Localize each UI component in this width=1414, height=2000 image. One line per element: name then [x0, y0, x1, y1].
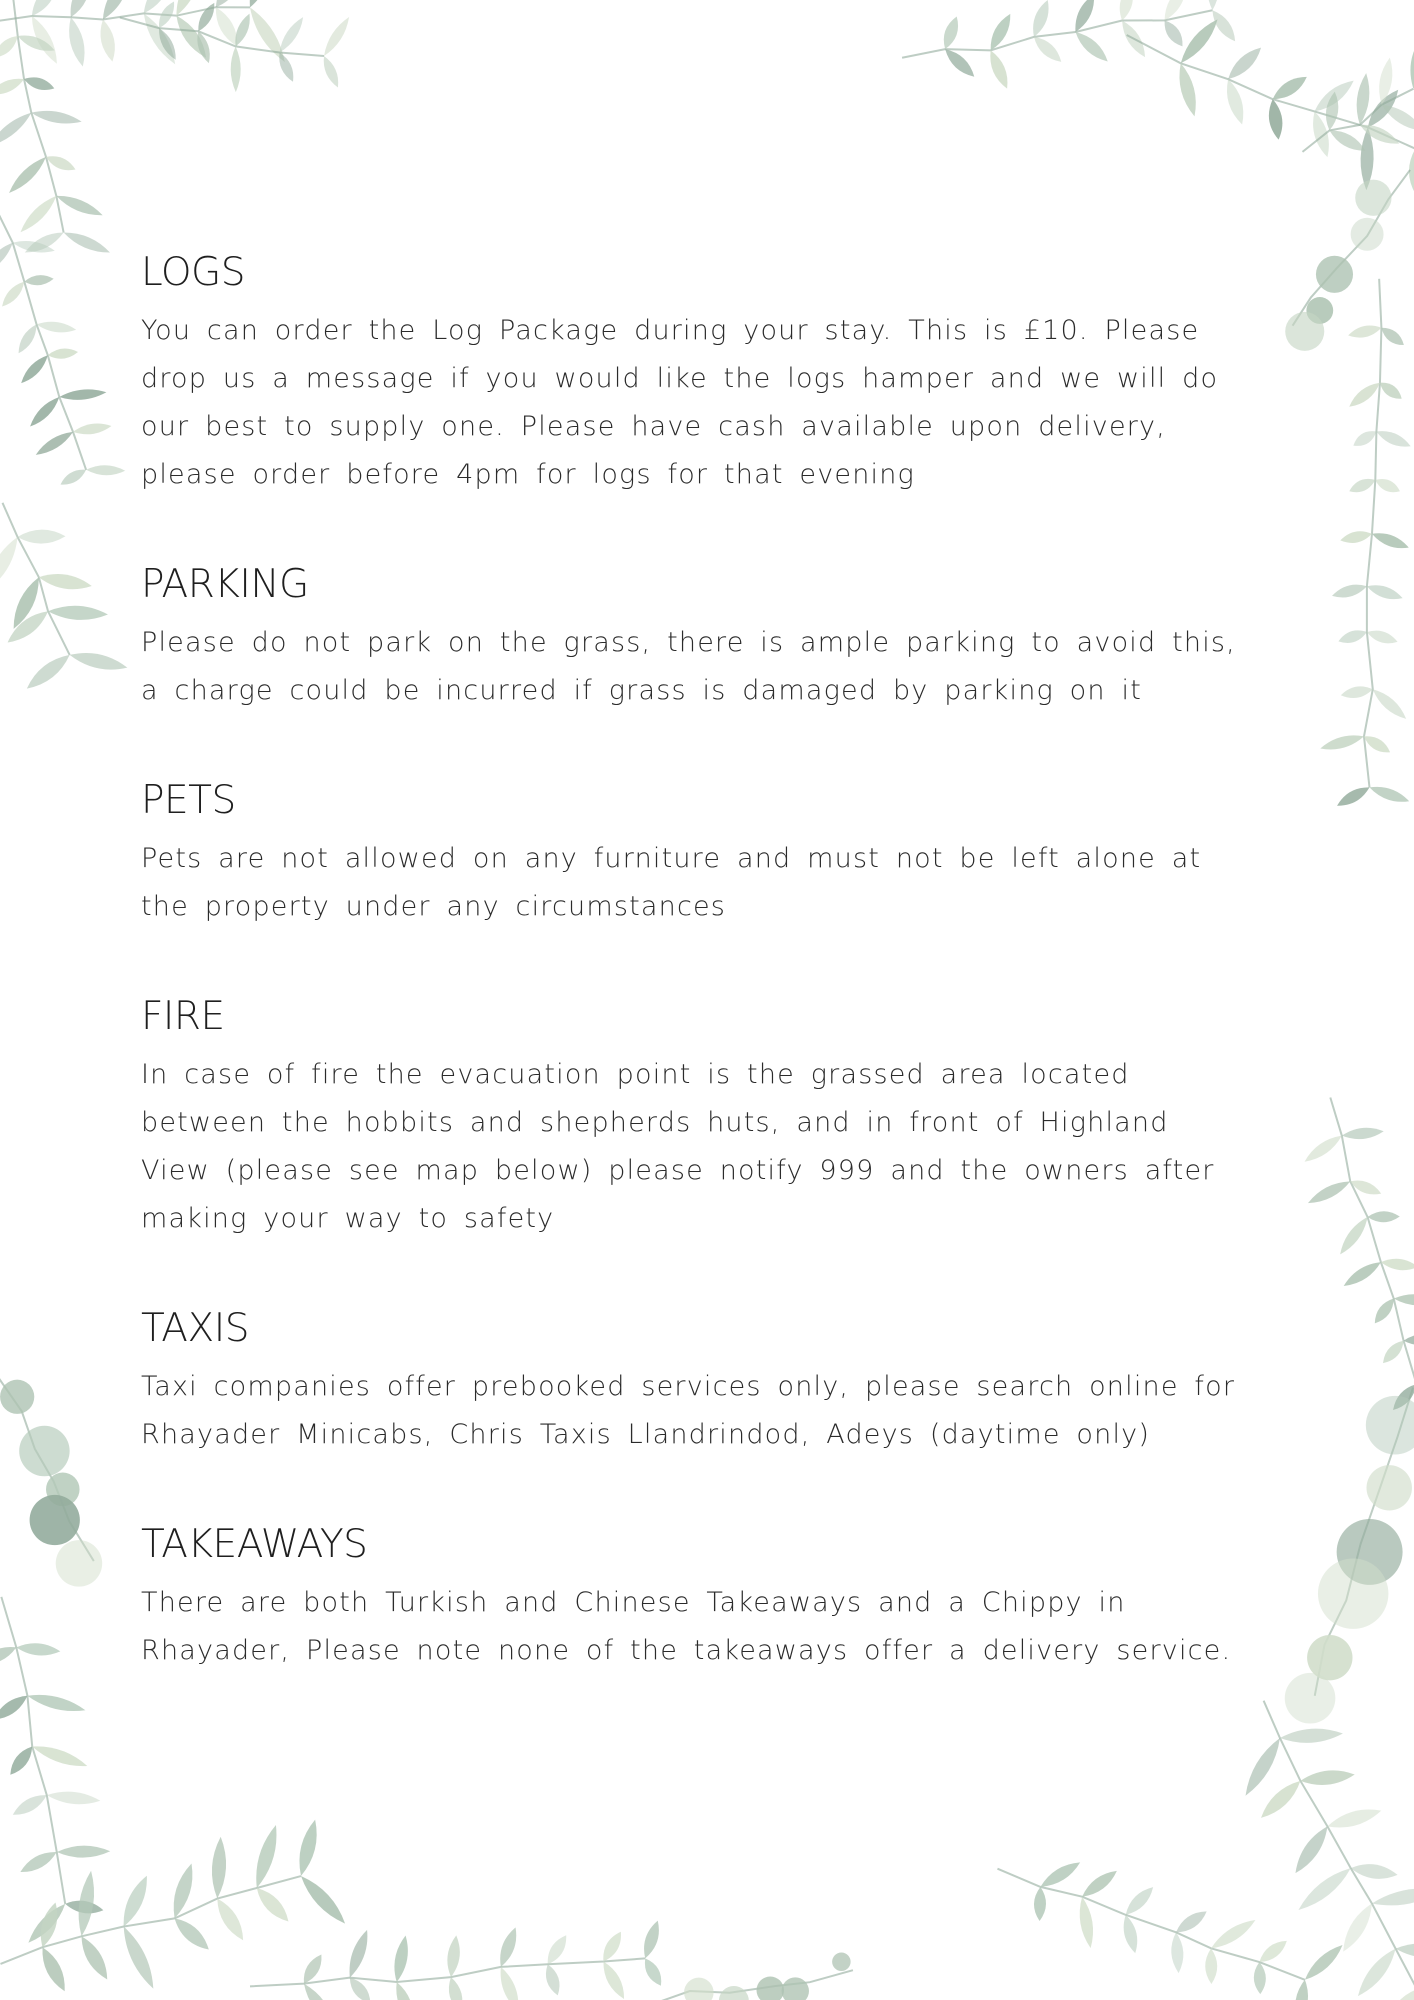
leaf-stem	[3, 503, 70, 655]
leaf-shape	[1224, 43, 1266, 84]
leaf-stem	[1330, 1097, 1414, 1384]
leaf-shape	[30, 1741, 89, 1772]
leaf-shape	[345, 1974, 375, 2000]
leaf-shape	[941, 45, 978, 81]
leaf-stem	[1264, 1701, 1414, 1989]
leaf-shape	[61, 227, 112, 257]
leaf-shape	[14, 322, 40, 356]
leaf-shape	[1174, 62, 1200, 118]
leaf-shape	[48, 604, 109, 621]
round-leaf-shape	[0, 1380, 34, 1414]
leaf-shape	[1370, 1295, 1398, 1326]
section-takeaways	[141, 1517, 1253, 1675]
leaf-shape	[72, 421, 112, 437]
leaf-shape	[1206, 0, 1220, 10]
leaf-shape	[24, 274, 54, 287]
leaf-shape	[1173, 1906, 1210, 1937]
leaf-shape	[33, 428, 75, 459]
leaf-shape	[1348, 1176, 1383, 1198]
leaf-shape	[26, 13, 63, 67]
leaf-shape	[38, 570, 93, 593]
leaf-shape	[985, 11, 1015, 53]
leaf-shape	[22, 74, 55, 94]
leaf-shape	[1120, 1913, 1141, 1954]
section-parking	[141, 557, 1253, 715]
leaf-shape	[194, 0, 219, 33]
section-fire	[141, 989, 1253, 1243]
leaf-shape	[244, 0, 276, 10]
leaf-shape	[97, 0, 134, 23]
leaf-shape	[17, 1847, 59, 1878]
leaf-shape	[68, 648, 129, 674]
leaf-shape	[1350, 427, 1379, 451]
leaf-stem	[902, 10, 1212, 57]
leaf-shape	[76, 1933, 114, 1983]
section-taxis	[141, 1301, 1253, 1459]
leaf-shape	[64, 1898, 104, 1916]
leaf-shape	[1222, 77, 1248, 126]
leaf-shape	[18, 352, 52, 387]
leaf-shape	[252, 1883, 294, 1926]
leaf-shape	[1368, 782, 1411, 806]
round-leaf-shape	[1366, 1396, 1414, 1455]
leaf-shape	[17, 529, 65, 544]
leaf-shape	[299, 1951, 327, 1986]
leaf-shape	[1350, 1861, 1399, 1882]
leaf-shape	[1319, 731, 1366, 754]
leaf-shape	[17, 192, 61, 236]
leaf-shape	[1347, 475, 1377, 496]
leaf-shape	[16, 1641, 61, 1657]
round-leaf-shape	[719, 1986, 749, 2000]
leaf-shape	[1324, 91, 1341, 131]
section-pets	[141, 773, 1253, 931]
round-leaf-shape	[1351, 218, 1384, 251]
leaf-shape	[1367, 1211, 1399, 1222]
leaf-shape	[7, 574, 45, 632]
leaf-shape	[1378, 100, 1414, 137]
leaf-shape	[171, 0, 207, 18]
leaf-shape	[44, 152, 78, 175]
leaf-shape	[1354, 72, 1372, 125]
leaf-shape	[320, 14, 354, 58]
leaf-stem	[1293, 170, 1411, 326]
leaf-shape	[1389, 1380, 1414, 1413]
leaf-stem	[1, 1597, 65, 1904]
leaf-shape	[1337, 1900, 1378, 1955]
section-heading-parking: PARKING	[141, 562, 309, 607]
leaf-shape	[1377, 378, 1405, 403]
leaf-shape	[985, 48, 1012, 91]
leaf-shape	[495, 1925, 521, 1969]
leaf-stem	[1315, 1388, 1413, 1696]
leaf-shape	[1311, 75, 1358, 116]
leaf-shape	[1380, 1257, 1414, 1273]
leaf-shape	[542, 1962, 563, 1997]
leaf-shape	[1374, 426, 1413, 451]
leaf-shape	[1378, 323, 1407, 349]
leaf-shape	[168, 1861, 198, 1920]
leaf-shape	[46, 1789, 101, 1807]
leaf-shape	[1301, 1131, 1345, 1166]
leaf-shape	[1034, 1887, 1047, 1921]
leaf-shape	[1410, 84, 1414, 121]
leaf-shape	[1357, 119, 1401, 148]
leaf-shape	[1339, 528, 1373, 545]
leaf-shape	[58, 465, 89, 488]
leaf-shape	[1159, 0, 1191, 23]
leaf-shape	[1117, 17, 1150, 60]
leaf-shape	[1308, 110, 1333, 159]
leaf-shape	[0, 108, 35, 150]
leaf-stem	[0, 208, 86, 470]
leaf-shape	[1341, 1258, 1384, 1291]
leaf-shape	[3, 606, 52, 648]
leaf-shape	[194, 30, 214, 65]
leaf-shape	[1294, 1863, 1355, 1916]
leaf-shape	[1079, 1866, 1121, 1901]
leaf-shape	[36, 319, 77, 334]
leaf-shape	[1369, 685, 1410, 723]
leaf-shape	[5, 153, 50, 197]
leaf-shape	[0, 1691, 31, 1725]
leaf-shape	[6, 1743, 37, 1779]
section-heading-logs: LOGS	[141, 250, 246, 295]
section-heading-taxis: TAXIS	[141, 1306, 249, 1351]
leaf-stem	[1127, 35, 1414, 149]
leaf-shape	[250, 1823, 283, 1890]
leaf-shape	[210, 1836, 227, 1899]
section-heading-takeaways: TAKEAWAYS	[141, 1522, 368, 1567]
section-heading-fire: FIRE	[141, 994, 225, 1039]
leaf-shape	[1331, 581, 1369, 601]
leaf-stem	[0, 7, 250, 20]
leaf-shape	[543, 1932, 572, 1967]
round-leaf-shape	[1318, 1558, 1388, 1628]
round-leaf-shape	[19, 1426, 69, 1476]
leaf-shape	[245, 4, 291, 66]
leaf-stem	[997, 1869, 1304, 1980]
leaf-shape	[391, 1934, 412, 1983]
leaf-shape	[1346, 378, 1384, 411]
leaf-stem	[0, 1876, 300, 1964]
leaf-shape	[59, 387, 107, 402]
leaf-shape	[1300, 1768, 1356, 1788]
round-leaf-shape	[1337, 1519, 1403, 1585]
leaf-shape	[598, 1929, 626, 1965]
leaf-shape	[12, 238, 56, 256]
leaf-shape	[155, 0, 179, 31]
leaf-shape	[344, 1928, 373, 1980]
leaf-stem	[0, 1374, 94, 1561]
leaf-shape	[1208, 7, 1240, 45]
leaf-shape	[1326, 125, 1368, 156]
leaf-shape	[391, 1980, 418, 2000]
leaf-shape	[30, 107, 82, 127]
section-body-fire: In case of fire the evacuation point is the grassed area located between the hobbits and shepherds huts, and in front of Highland View (please see map below) please notify 999 and the owners after making your way to safety	[141, 1059, 1215, 1234]
round-leaf-shape	[782, 1977, 809, 2000]
round-leaf-shape	[1316, 256, 1353, 293]
leaf-shape	[1301, 1941, 1347, 1985]
leaf-shape	[1037, 1857, 1083, 1892]
leaf-shape	[1407, 38, 1414, 90]
leaf-shape	[97, 18, 119, 63]
leaf-shape	[65, 0, 95, 20]
leaf-shape	[1292, 1979, 1310, 2000]
leaf-shape	[16, 31, 57, 56]
round-leaf-shape	[1285, 312, 1324, 351]
section-body-takeaways: There are both Turkish and Chinese Takeaways and a Chippy in Rhayader, Please note none of the takeaways offer a delivery service.	[141, 1587, 1232, 1666]
leaf-shape	[1205, 1948, 1217, 1984]
round-leaf-shape	[1306, 297, 1333, 324]
leaf-shape	[27, 0, 63, 20]
leaf-shape	[1360, 127, 1374, 190]
leaf-shape	[1240, 1734, 1286, 1799]
leaf-shape	[1395, 1942, 1414, 1960]
leaf-shape	[0, 278, 28, 310]
leaf-shape	[0, 74, 26, 99]
section-body-taxis: Taxi companies offer prebooked services only, please search online for Rhayader Minicabs, Chris Taxis Llandrindod, Adeys (daytime only)	[141, 1371, 1236, 1450]
leaf-shape	[231, 12, 254, 49]
leaf-shape	[36, 1944, 71, 1994]
leaf-shape	[171, 12, 211, 62]
leaf-shape	[1340, 684, 1374, 701]
leaf-shape	[1325, 1804, 1383, 1833]
leaf-shape	[1121, 1883, 1157, 1919]
leaf-shape	[138, 10, 180, 68]
leaf-stem	[1364, 279, 1381, 788]
leaf-shape	[1030, 32, 1065, 66]
leaf-shape	[117, 1924, 159, 1992]
leaf-shape	[24, 1900, 70, 1947]
leaf-shape	[211, 0, 246, 11]
leaf-shape	[299, 1980, 340, 2000]
leaf-shape	[27, 393, 63, 430]
leaf-shape	[1070, 0, 1099, 35]
section-body-pets: Pets are not allowed on any furniture and must not be left alone at the property under any circumstances	[141, 843, 1202, 922]
leaf-shape	[0, 239, 16, 277]
leaf-shape	[640, 1955, 666, 1988]
leaf-shape	[1370, 529, 1411, 553]
leaf-shape	[1266, 98, 1285, 140]
leaf-shape	[939, 14, 962, 51]
leaf-shape	[275, 50, 298, 83]
leaf-shape	[86, 465, 125, 476]
leaf-shape	[0, 533, 24, 594]
leaf-shape	[0, 1642, 19, 1669]
leaf-stem	[13, 0, 63, 232]
leaf-shape	[47, 347, 78, 360]
leaf-shape	[1334, 783, 1372, 811]
round-leaf-shape	[30, 1495, 80, 1545]
leaf-shape	[170, 1913, 214, 1955]
leaf-stem	[652, 1970, 853, 2000]
section-body-logs: You can order the Log Package during your stay. This is £10. Please drop us a message if you would like the logs hamper and we will do our best to supply one. Please have cash available upon delivery, please order before 4pm for logs for that evening	[141, 315, 1219, 490]
round-leaf-shape	[1285, 1673, 1336, 1724]
leaf-shape	[1373, 475, 1402, 496]
leaf-shape	[1341, 1126, 1384, 1141]
leaf-shape	[138, 0, 176, 17]
leaf-stem	[1302, 89, 1413, 152]
leaf-shape	[1279, 1727, 1343, 1745]
section-logs	[141, 245, 1253, 499]
house-info-content	[141, 245, 1253, 1733]
leaf-shape	[155, 26, 181, 62]
leaf-shape	[36, 1901, 62, 1950]
leaf-shape	[1361, 732, 1393, 757]
leaf-shape	[10, 1790, 50, 1820]
leaf-shape	[1352, 1944, 1401, 2000]
leaf-shape	[294, 1818, 322, 1878]
leaf-shape	[1253, 1962, 1266, 1994]
leaf-shape	[1256, 1776, 1305, 1823]
round-leaf-shape	[757, 1977, 785, 2000]
round-leaf-shape	[1366, 1465, 1411, 1510]
leaf-shape	[1028, 0, 1053, 39]
leaf-shape	[1305, 1176, 1352, 1208]
leaf-shape	[1347, 322, 1383, 340]
leaf-shape	[296, 1871, 350, 1928]
leaf-shape	[1176, 15, 1223, 67]
leaf-shape	[57, 1845, 111, 1858]
leaf-shape	[211, 1895, 249, 1944]
leaf-shape	[1170, 1932, 1185, 1974]
leaf-stem	[120, 18, 324, 57]
leaf-shape	[1379, 1337, 1408, 1367]
leaf-shape	[1376, 57, 1396, 106]
leaf-shape	[1076, 1896, 1096, 1949]
round-leaf-shape	[832, 1953, 851, 1972]
leaf-shape	[26, 1690, 87, 1716]
round-leaf-shape	[56, 1540, 102, 1586]
leaf-shape	[1365, 627, 1399, 647]
section-body-parking: Please do not park on the grass, there is ample parking to avoid this, a charge could be incurred if grass is damaged by parking on it	[141, 627, 1236, 706]
leaf-shape	[1363, 86, 1404, 132]
leaf-shape	[1365, 581, 1404, 603]
leaf-shape	[231, 46, 241, 92]
leaf-shape	[1381, 1985, 1414, 2000]
leaf-shape	[65, 16, 90, 68]
leaf-shape	[1336, 1214, 1372, 1258]
leaf-shape	[22, 649, 74, 694]
leaf-shape	[1403, 1333, 1414, 1346]
leaf-shape	[319, 54, 342, 90]
leaf-shape	[1256, 1936, 1291, 1967]
round-leaf-shape	[1307, 1635, 1352, 1680]
leaf-shape	[1337, 627, 1369, 647]
leaf-shape	[598, 1959, 629, 2000]
leaf-shape	[1393, 1293, 1414, 1306]
leaf-shape	[117, 1873, 153, 1930]
leaf-stem	[250, 1958, 645, 1986]
leaf-shape	[210, 4, 243, 49]
leaf-shape	[75, 1870, 98, 1938]
leaf-shape	[275, 14, 307, 55]
leaf-shape	[0, 32, 21, 62]
leaf-shape	[1071, 28, 1111, 66]
leaf-shape	[445, 1935, 462, 1978]
round-leaf-shape	[46, 1473, 80, 1507]
section-heading-pets: PETS	[141, 778, 236, 823]
leaf-shape	[1371, 1884, 1414, 1911]
leaf-shape	[1409, 149, 1414, 195]
leaf-shape	[1290, 1822, 1334, 1877]
round-leaf-shape	[684, 1978, 714, 2000]
leaf-shape	[640, 1919, 664, 1961]
leaf-shape	[22, 228, 66, 258]
leaf-shape	[445, 1976, 466, 2000]
leaf-shape	[1116, 0, 1136, 22]
round-leaf-shape	[1355, 180, 1391, 216]
leaf-shape	[1208, 1915, 1259, 1953]
leaf-shape	[1160, 17, 1188, 50]
leaf-shape	[495, 1965, 523, 2000]
leaf-shape	[54, 191, 105, 220]
leaf-shape	[1269, 71, 1310, 104]
